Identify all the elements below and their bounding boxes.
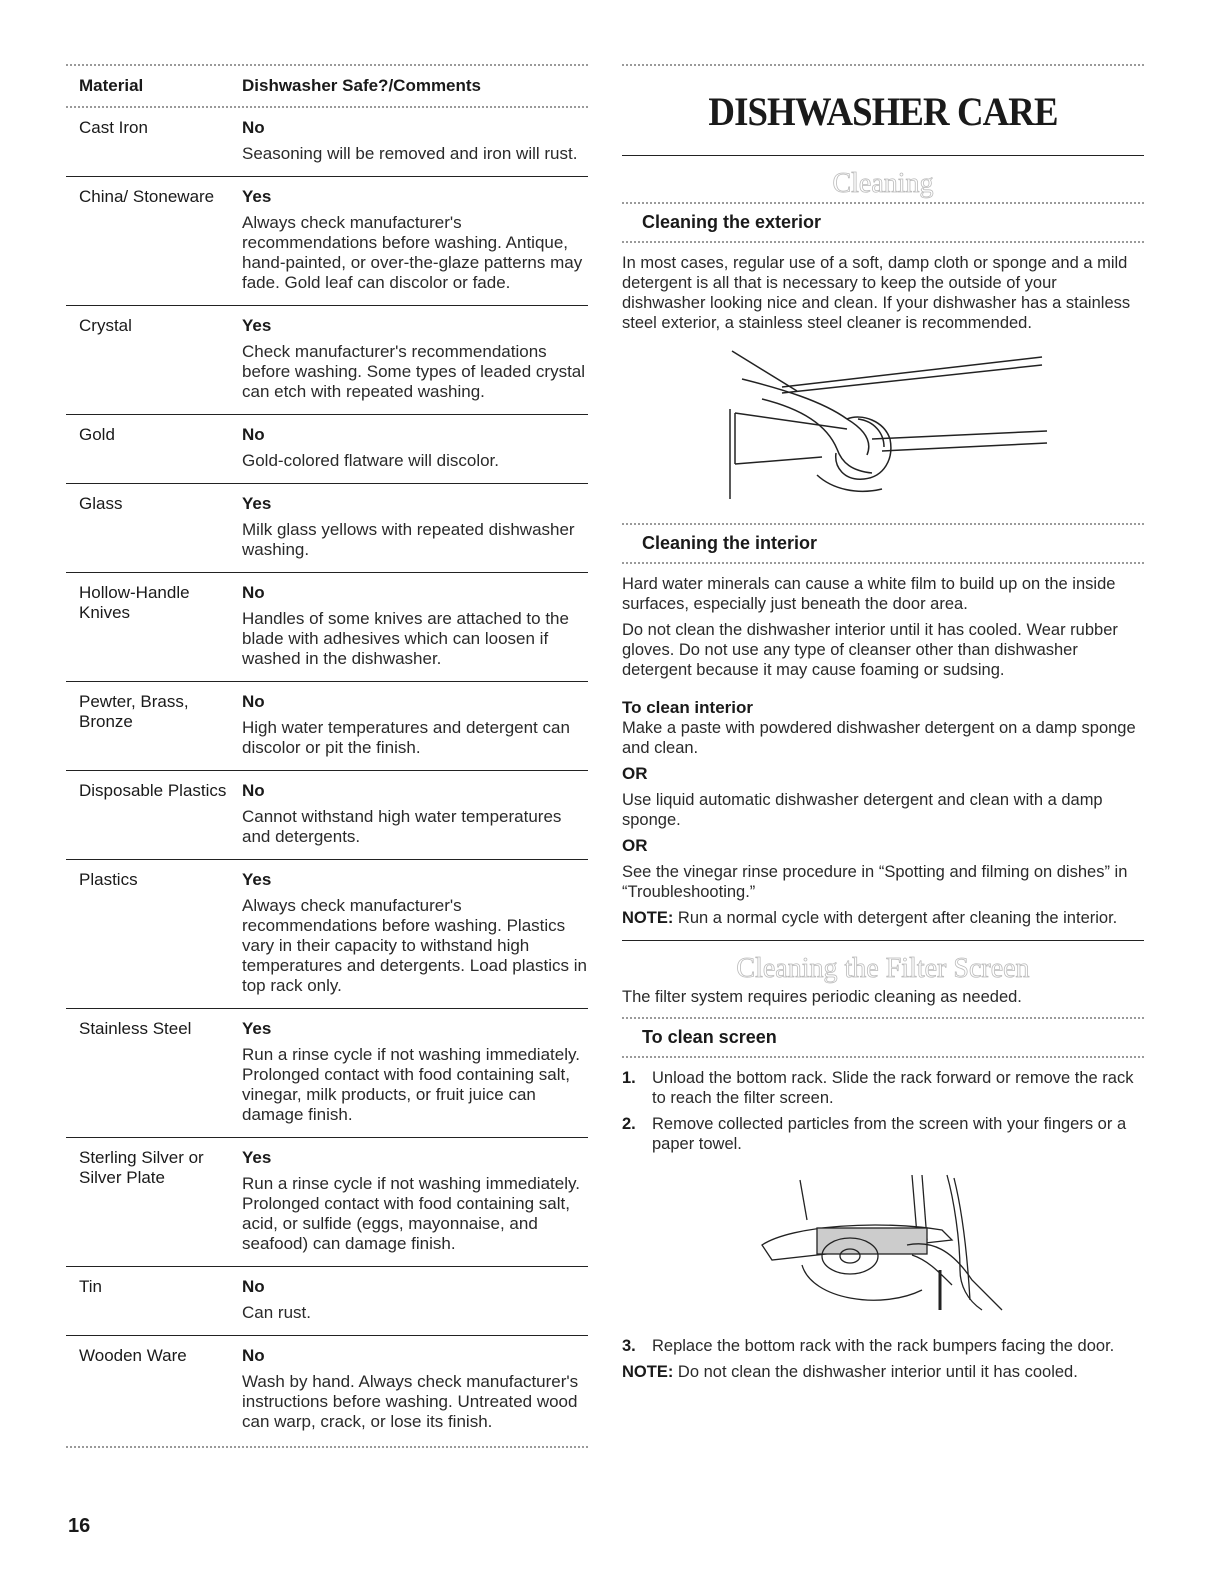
comments-cell (242, 692, 588, 758)
comments-cell (242, 870, 588, 996)
note-run-cycle (622, 908, 1144, 928)
exterior-text: In most cases, regular use of a soft, damp cloth or sponge and a mild detergent is all that is necessary to keep the outside of your dishwasher looking nice and clean. If your dishwasher has a stainless steel exterior, a stainless steel cleaner is recommended. (622, 254, 1131, 332)
material-table (66, 64, 588, 1448)
safe-value: Yes (242, 1148, 272, 1167)
cleaning-title: Cleaning (832, 168, 934, 199)
filter-screen-title: Cleaning the Filter Screen (736, 953, 1030, 984)
safe-value: Yes (242, 187, 272, 206)
comments-cell (242, 118, 588, 164)
comment-text: Milk glass yellows with repeated dishwasher washing. (242, 520, 575, 559)
safe-value: Yes (242, 316, 272, 335)
comment-text: Gold-colored flatware will discolor. (242, 451, 499, 470)
safe-value: No (242, 583, 265, 602)
table-row (66, 1008, 588, 1137)
material-cell: Glass (79, 494, 123, 513)
material-cell: Sterling Silver or Silver Plate (79, 1148, 204, 1187)
comment-text: Can rust. (242, 1303, 311, 1322)
comment-text: High water temperatures and detergent can discolor or pit the finish. (242, 718, 570, 757)
comment-text: Wash by hand. Always check manufacturer's instructions before washing. Untreated wood can warp, crack, or lose its finish. (242, 1372, 579, 1431)
to-clean-interior-step-1: Make a paste with powdered dishwasher detergent on a damp sponge and clean. (622, 719, 1136, 757)
comment-text: Run a rinse cycle if not washing immediately. Prolonged contact with food containing salt, vinegar, milk products, or fruit juice can damage finish. (242, 1045, 580, 1124)
comment-text: Cannot withstand high water temperatures and detergents. (242, 807, 562, 846)
table-row (66, 859, 588, 1008)
table-row (66, 176, 588, 305)
safe-value: No (242, 692, 265, 711)
material-cell: Hollow-Handle Knives (79, 583, 190, 622)
table-row (66, 1266, 588, 1335)
material-cell: Pewter, Brass, Bronze (79, 692, 189, 731)
header-material: Material (79, 76, 144, 95)
comments-cell (242, 494, 588, 560)
page-number: 16 (68, 1515, 91, 1537)
list-item: 1. Unload the bottom rack. Slide the rack forward or remove the rack to reach the filter screen. (622, 1069, 1134, 1107)
or-label-1: OR (622, 764, 648, 783)
material-cell: Tin (79, 1277, 102, 1296)
or-label-2: OR (622, 836, 648, 855)
comments-cell (242, 1346, 588, 1432)
comment-text: Always check manufacturer's recommendations before washing. Plastics vary in their capacity to withstand high temperatures and detergents. Load plastics in top rack only. (242, 896, 587, 995)
material-cell: Gold (79, 425, 115, 444)
comments-cell (242, 425, 588, 471)
note-label: NOTE: (622, 909, 674, 927)
material-cell: Disposable Plastics (79, 781, 227, 800)
comments-cell (242, 1277, 588, 1323)
note-cooled-text: Do not clean the dishwasher interior until it has cooled. (673, 1363, 1078, 1381)
table-row (66, 681, 588, 770)
to-clean-interior-heading: To clean interior (622, 698, 753, 717)
comment-text: Run a rinse cycle if not washing immediately. Prolonged contact with food containing salt, acid, or sulfide (eggs, mayonnaise, and seafood) can damage finish. (242, 1174, 580, 1253)
table-row (66, 1137, 588, 1266)
comments-cell (242, 1019, 588, 1125)
table-row (66, 483, 588, 572)
comments-cell (242, 781, 588, 847)
table-row (66, 414, 588, 483)
comments-cell (242, 316, 588, 402)
comment-text: Check manufacturer's recommendations before washing. Some types of leaded crystal can etch with repeated washing. (242, 342, 586, 401)
table-row (66, 305, 588, 414)
safe-value: No (242, 1346, 265, 1365)
to-clean-interior-step-2: Use liquid automatic dishwasher detergent and clean with a damp sponge. (622, 791, 1103, 829)
safe-value: Yes (242, 494, 272, 513)
filter-intro: The filter system requires periodic cleaning as needed. (622, 988, 1022, 1006)
comments-cell (242, 1148, 588, 1254)
safe-value: No (242, 1277, 265, 1296)
comment-text: Always check manufacturer's recommendations before washing. Antique, hand-painted, or over-the-glaze patterns may fade. Gold leaf can discolor or fade. (242, 213, 583, 292)
table-body (66, 108, 588, 1444)
table-row (66, 572, 588, 681)
material-cell: China/ Stoneware (79, 187, 215, 206)
material-cell: Crystal (79, 316, 132, 335)
safe-value: No (242, 425, 265, 444)
to-clean-screen-heading: To clean screen (642, 1027, 777, 1047)
material-cell: Stainless Steel (79, 1019, 192, 1038)
comment-text: Seasoning will be removed and iron will rust. (242, 144, 578, 163)
safe-value: Yes (242, 1019, 272, 1038)
list-item: 3. Replace the bottom rack with the rack bumpers facing the door. (622, 1337, 1115, 1355)
safe-value: No (242, 118, 265, 137)
care-section (622, 64, 1144, 1382)
interior-paragraph-2: Do not clean the dishwasher interior until it has cooled. Wear rubber gloves. Do not use any type of cleanser other than dishwasher detergent because it may cause foaming or sudsing. (622, 621, 1118, 679)
note-cooled (622, 1362, 1144, 1382)
safe-value: Yes (242, 870, 272, 889)
filter-screen-illustration (622, 1160, 1144, 1330)
to-clean-interior-step-3: See the vinegar rinse procedure in “Spotting and filming on dishes” in “Troubleshooting.” (622, 863, 1128, 901)
table-row (66, 108, 588, 176)
comments-cell (242, 583, 588, 669)
table-row (66, 770, 588, 859)
note-label: NOTE: (622, 1363, 674, 1381)
table-header (66, 66, 588, 106)
material-cell: Cast Iron (79, 118, 148, 137)
material-cell: Wooden Ware (79, 1346, 187, 1365)
list-item: 2. Remove collected particles from the screen with your fingers or a paper towel. (622, 1115, 1127, 1153)
note-run-cycle-text: Run a normal cycle with detergent after cleaning the interior. (673, 909, 1118, 927)
comment-text: Handles of some knives are attached to the blade with adhesives which can loosen if washed in the dishwasher. (242, 609, 569, 668)
header-safe-comments: Dishwasher Safe?/Comments (242, 76, 482, 95)
interior-heading: Cleaning the interior (642, 533, 818, 553)
safe-value: No (242, 781, 265, 800)
page-title: DISHWASHER CARE (708, 89, 1058, 134)
material-cell: Plastics (79, 870, 138, 889)
table-row (66, 1335, 588, 1444)
exterior-heading: Cleaning the exterior (642, 212, 822, 232)
wiping-exterior-illustration (622, 339, 1144, 519)
interior-paragraph-1: Hard water minerals can cause a white film to build up on the inside surfaces, especially just beneath the door area. (622, 575, 1116, 613)
comments-cell (242, 187, 588, 293)
